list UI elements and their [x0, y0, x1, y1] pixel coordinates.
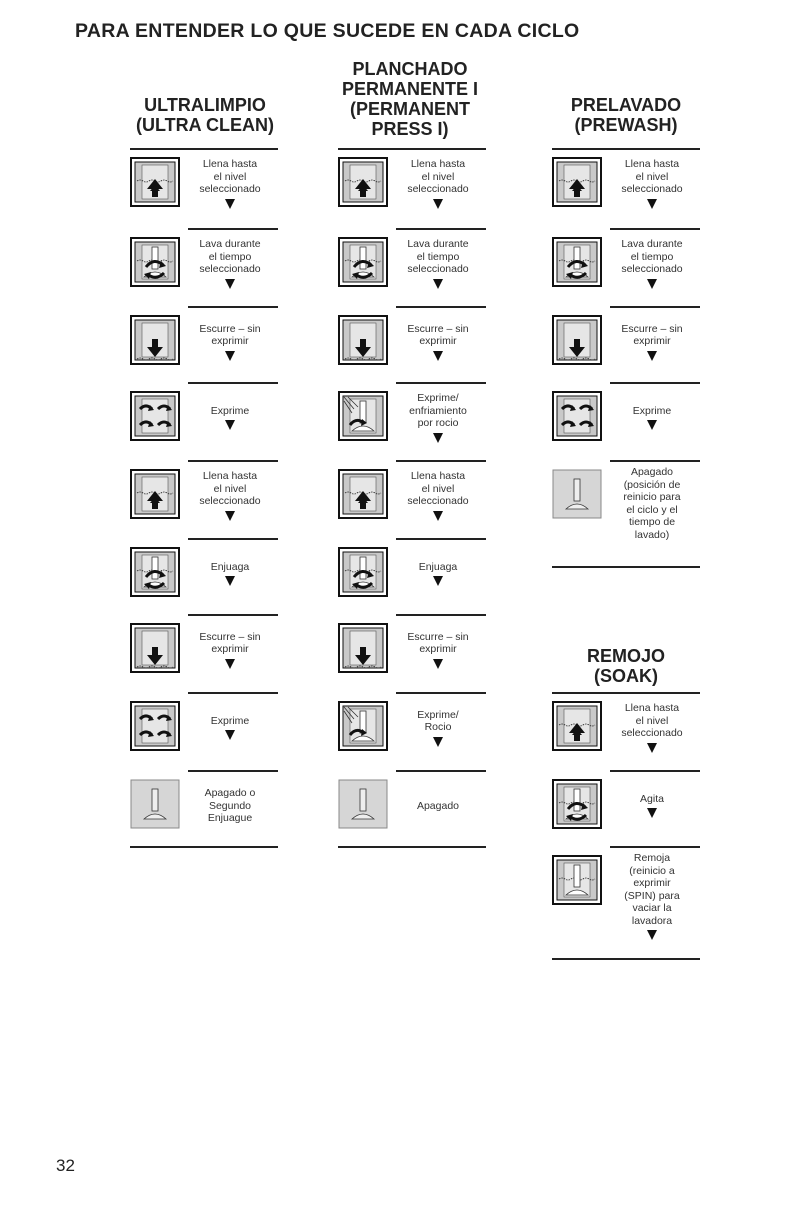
wash-icon [338, 237, 388, 287]
step-text-line: el tiempo [630, 250, 674, 263]
down-arrow-icon [224, 658, 236, 670]
step-description [184, 715, 276, 742]
step-divider [396, 538, 486, 540]
off-icon [552, 469, 602, 519]
step-description [606, 323, 698, 362]
rinse-icon [130, 547, 180, 597]
step-divider [552, 148, 700, 150]
step-text-line: Remoja [633, 852, 671, 864]
step-text-line: reinicio para [623, 491, 681, 503]
step-text-line: exprimir [211, 643, 249, 655]
down-arrow-icon [432, 350, 444, 362]
step-divider [610, 228, 700, 230]
step-text-line: el nivel [213, 482, 247, 495]
down-arrow-icon [224, 278, 236, 290]
fill-icon [338, 157, 388, 207]
step-description [606, 702, 698, 754]
down-arrow-icon [432, 658, 444, 670]
step-text-line: seleccionado [621, 263, 683, 276]
step-description [392, 561, 484, 588]
step-divider [396, 614, 486, 616]
step-description [392, 238, 484, 290]
step-text-line: Lava durante [407, 238, 469, 251]
column-end-rule [552, 958, 700, 960]
soak-icon [552, 855, 602, 905]
down-arrow-icon [646, 198, 658, 210]
heading-line: REMOJO [586, 646, 665, 666]
step-divider [610, 460, 700, 462]
step-text-line: el ciclo y el [626, 503, 678, 516]
step-divider [188, 770, 278, 772]
down-arrow-icon [646, 929, 658, 941]
step-text-line: lavadora [631, 914, 673, 927]
drain-icon [130, 623, 180, 673]
step-text-line: Llena hasta [202, 158, 258, 171]
drain-icon [552, 315, 602, 365]
heading-line: (SOAK) [594, 666, 658, 686]
down-arrow-icon [432, 736, 444, 748]
step-divider [396, 306, 486, 308]
step-description [392, 392, 484, 444]
spray-spin-icon [338, 701, 388, 751]
step-text-line: (posición de [623, 478, 681, 491]
step-text-line: Apagado o [204, 787, 256, 800]
fill-icon [130, 157, 180, 207]
step-description [184, 405, 276, 432]
down-arrow-icon [646, 419, 658, 431]
step-text-line: Escurre – sin [407, 322, 469, 335]
step-description [392, 470, 484, 522]
step-description [606, 158, 698, 210]
step-text-line: seleccionado [199, 495, 261, 508]
step-text-line: seleccionado [199, 183, 261, 196]
down-arrow-icon [432, 510, 444, 522]
step-text-line: Exprime [632, 404, 672, 417]
step-divider [188, 382, 278, 384]
step-text-line: seleccionado [407, 183, 469, 196]
heading-line: PERMANENTE I [341, 79, 478, 99]
down-arrow-icon [224, 575, 236, 587]
page-title: PARA ENTENDER LO QUE SUCEDE EN CADA CICLO [75, 20, 580, 42]
heading-line: (ULTRA CLEAN) [136, 115, 274, 135]
step-divider [188, 228, 278, 230]
step-text-line: Llena hasta [624, 158, 680, 171]
step-text-line: Llena hasta [410, 470, 466, 483]
down-arrow-icon [224, 350, 236, 362]
step-text-line: Lava durante [621, 238, 683, 251]
step-text-line: Exprime [210, 714, 250, 727]
step-text-line: el tiempo [416, 250, 460, 263]
page-number: 32 [56, 1156, 75, 1175]
step-text-line: seleccionado [621, 183, 683, 196]
down-arrow-icon [224, 198, 236, 210]
drain-icon [130, 315, 180, 365]
step-text-line: Exprime/ [417, 392, 459, 405]
down-arrow-icon [432, 575, 444, 587]
heading-line: (PERMANENT [350, 99, 470, 119]
step-description [392, 631, 484, 670]
step-description [392, 709, 484, 748]
step-text-line: enfriamiento [409, 404, 467, 417]
step-description [606, 852, 698, 941]
step-description [184, 238, 276, 290]
heading-prewash [526, 95, 726, 135]
column-end-rule [552, 566, 700, 568]
heading-line: PRESS I) [371, 119, 449, 139]
heading-permanent-press [310, 59, 510, 139]
step-description [392, 158, 484, 210]
down-arrow-icon [432, 198, 444, 210]
step-description [184, 561, 276, 588]
step-text-line: (reinicio a [629, 864, 675, 877]
down-arrow-icon [646, 350, 658, 362]
fill-icon [338, 469, 388, 519]
step-text-line: el nivel [213, 170, 247, 183]
wash-icon [130, 237, 180, 287]
step-text-line: Agita [640, 792, 664, 805]
step-text-line: exprimir [419, 643, 457, 655]
step-text-line: Exprime/ [417, 708, 459, 721]
step-text-line: Segundo [208, 799, 252, 812]
step-description [184, 158, 276, 210]
heading-ultra-clean [105, 95, 305, 135]
step-text-line: seleccionado [407, 495, 469, 508]
wash-icon [552, 237, 602, 287]
step-description [184, 787, 276, 825]
step-description [606, 466, 698, 541]
step-text-line: Apagado [630, 466, 674, 478]
step-text-line: exprimir [211, 335, 249, 347]
step-divider [396, 460, 486, 462]
step-text-line: tiempo de [628, 516, 676, 528]
step-divider [188, 306, 278, 308]
off-icon [130, 779, 180, 829]
step-divider [188, 614, 278, 616]
heading-line: (PREWASH) [574, 115, 678, 135]
down-arrow-icon [224, 419, 236, 431]
step-text-line: Llena hasta [202, 470, 258, 483]
step-text-line: Enjuaga [210, 560, 250, 573]
step-divider [610, 770, 700, 772]
step-divider [188, 692, 278, 694]
step-text-line: Llena hasta [624, 702, 680, 715]
step-text-line: exprimir [419, 335, 457, 347]
step-text-line: lavado) [634, 528, 670, 541]
step-text-line: Rocio [424, 721, 452, 733]
spray-spin-icon [338, 391, 388, 441]
step-divider [552, 692, 700, 694]
fill-icon [130, 469, 180, 519]
step-text-line: el nivel [635, 714, 669, 727]
column-end-rule [338, 846, 486, 848]
down-arrow-icon [224, 510, 236, 522]
spin-icon [130, 701, 180, 751]
step-text-line: Llena hasta [410, 158, 466, 171]
step-text-line: Exprime [210, 404, 250, 417]
heading-line: ULTRALIMPIO [144, 95, 266, 115]
step-text-line: Escurre – sin [407, 630, 469, 643]
rinse-icon [338, 547, 388, 597]
step-text-line: por rocio [417, 417, 459, 430]
spin-icon [552, 391, 602, 441]
step-divider [396, 770, 486, 772]
down-arrow-icon [646, 278, 658, 290]
step-text-line: Lava durante [199, 238, 261, 251]
step-description [392, 323, 484, 362]
step-text-line: el tiempo [208, 250, 252, 263]
down-arrow-icon [646, 807, 658, 819]
step-text-line: vaciar la [632, 902, 672, 914]
fill-icon [552, 157, 602, 207]
step-text-line: exprimir [633, 335, 671, 347]
spin-icon [130, 391, 180, 441]
step-divider [188, 460, 278, 462]
down-arrow-icon [432, 432, 444, 444]
step-text-line: el nivel [635, 170, 669, 183]
step-description [184, 631, 276, 670]
step-divider [396, 228, 486, 230]
step-divider [610, 846, 700, 848]
step-text-line: seleccionado [621, 727, 683, 740]
heading-line: PRELAVADO [570, 95, 682, 115]
step-divider [396, 692, 486, 694]
step-description [184, 323, 276, 362]
step-divider [610, 306, 700, 308]
step-text-line: Apagado [416, 799, 460, 812]
heading-soak [526, 646, 726, 686]
step-description [606, 238, 698, 290]
down-arrow-icon [646, 742, 658, 754]
off-icon [338, 779, 388, 829]
step-description [606, 405, 698, 432]
step-divider [188, 538, 278, 540]
step-description [606, 793, 698, 820]
step-text-line: seleccionado [199, 263, 261, 276]
step-text-line: Escurre – sin [621, 322, 683, 335]
drain-icon [338, 315, 388, 365]
step-description [184, 470, 276, 522]
step-text-line: seleccionado [407, 263, 469, 276]
agitate-icon [552, 779, 602, 829]
step-text-line: Escurre – sin [199, 322, 261, 335]
step-text-line: exprimir [633, 877, 671, 889]
step-text-line: Enjuaga [418, 560, 458, 573]
down-arrow-icon [432, 278, 444, 290]
column-end-rule [130, 846, 278, 848]
drain-icon [338, 623, 388, 673]
step-text-line: el nivel [421, 170, 455, 183]
step-text-line: el nivel [421, 482, 455, 495]
step-text-line: Escurre – sin [199, 630, 261, 643]
fill-icon [552, 701, 602, 751]
step-text-line: Enjuague [207, 812, 253, 825]
step-text-line: (SPIN) para [624, 889, 680, 902]
heading-line: PLANCHADO [352, 59, 468, 79]
step-divider [396, 382, 486, 384]
step-divider [610, 382, 700, 384]
step-divider [338, 148, 486, 150]
step-description [392, 800, 484, 813]
down-arrow-icon [224, 729, 236, 741]
step-divider [130, 148, 278, 150]
